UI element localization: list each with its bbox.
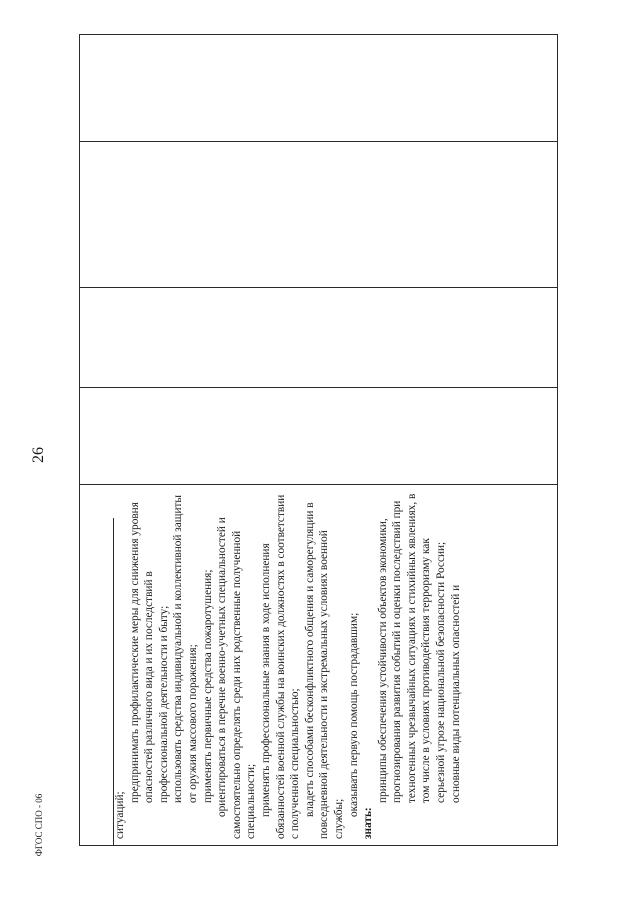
page-number: 26	[30, 447, 47, 463]
text-line: ориентироваться в перечне военно-учетных специальностей и самостоятельно определять среди них родственные полученной специальности;	[216, 517, 258, 839]
text-line: применять первичные средства пожаротушения;	[201, 569, 214, 803]
text-line: использовать средства индивидуальной и коллективной защиты от оружия массового поражения;	[172, 494, 199, 803]
section-heading	[361, 489, 376, 839]
text-line: предпринимать профилактические меры для снижения уровня опасностей различного вида и их последствий в профессиональной деятельности и быту;	[128, 502, 170, 803]
know-label: знать:	[362, 807, 375, 839]
text-line: оказывать первую помощь пострадавшим;	[347, 612, 360, 817]
footer-standard-label: ФГОС СПО - 06	[34, 793, 45, 857]
text-line: ситуаций;	[114, 791, 126, 839]
text-line: применять профессиональные знания в ходе исполнения обязанностей военной службы на воинских должностях в соответствии с полученной специальностью;	[259, 494, 302, 839]
competency-text-cell	[113, 485, 551, 843]
text-line: владеть способами бесконфликтного общения и саморегуляции в повседневной деятельности и экстремальных условиях военной службы;	[303, 502, 345, 839]
row-divider	[80, 141, 557, 142]
text-line: основные виды потенциальных опасностей и	[449, 584, 462, 803]
row-divider	[80, 387, 557, 388]
text-line: принципы обеспечения устойчивости объектов экономики, прогнозирования развития событий и оценки последствий при техногенных чрезвычайных ситуациях и стихийных явлениях, в том числе в условиях противодействия терроризму как серьезной угрозе национальной безопасности России;	[376, 493, 448, 803]
row-divider	[80, 287, 557, 288]
